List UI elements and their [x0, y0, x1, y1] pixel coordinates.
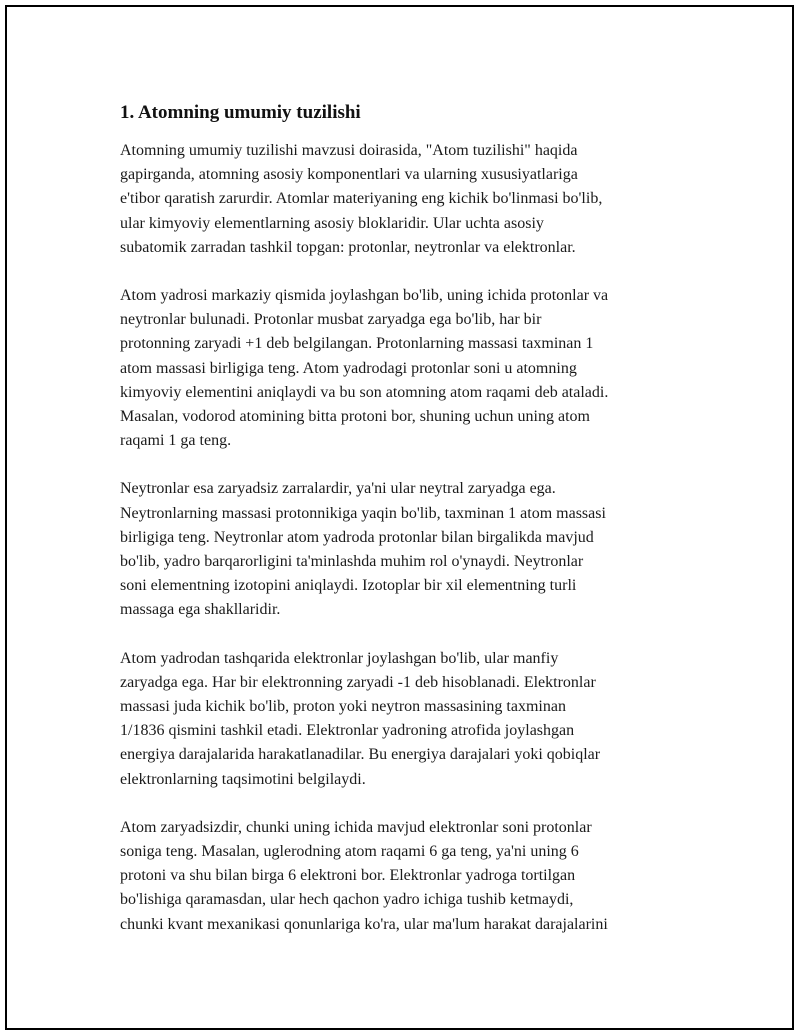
text-line: raqami 1 ga teng. — [120, 432, 232, 450]
text-line: ular kimyoviy elementlarning asosiy bloklaridir. Ular uchta asosiy — [120, 214, 544, 232]
text-line: protoni va shu bilan birga 6 elektroni bor. Elektronlar yadroga tortilgan — [120, 867, 576, 885]
paragraph-2 — [120, 284, 700, 453]
text-line: chunki kvant mexanikasi qonunlariga ko'ra, ular ma'lum harakat darajalarini — [120, 915, 608, 933]
paragraph-1 — [120, 139, 700, 260]
paragraph-3 — [120, 477, 700, 622]
text-line: Atomning umumiy tuzilishi mavzusi doirasida, "Atom tuzilishi" haqida — [120, 142, 578, 159]
text-line: Atom yadrodan tashqarida elektronlar joylashgan bo'lib, ular manfiy — [120, 649, 559, 667]
text-line: Neytronlarning massasi protonnikiga yaqin bo'lib, taxminan 1 atom massasi — [120, 504, 606, 522]
text-line: massaga ega shakllaridir. — [120, 601, 281, 619]
text-line: bo'lishiga qaramasdan, ular hech qachon yadro ichiga tushib ketmaydi, — [120, 891, 574, 909]
text-line: e'tibor qaratish zarurdir. Atomlar materiyaning eng kichik bo'linmasi bo'lib, — [120, 190, 603, 208]
text-line: gapirganda, atomning asosiy komponentlari va ularning xususiyatlariga — [120, 166, 578, 184]
document-body — [120, 99, 700, 961]
text-line: protonning zaryadi +1 deb belgilangan. Protonlarning massasi taxminan 1 — [120, 335, 594, 353]
section-heading: 1. Atomning umumiy tuzilishi — [120, 102, 361, 123]
text-line: birligiga teng. Neytronlar atom yadroda protonlar bilan birgalikda mavjud — [120, 528, 594, 546]
text-line: kimyoviy elementini aniqlaydi va bu son atomning atom raqami deb ataladi. — [120, 383, 609, 401]
text-line: energiya darajalarida harakatlanadilar. Bu energiya darajalari yoki qobiqlar — [120, 746, 601, 764]
text-line: Masalan, vodorod atomining bitta protoni bor, shuning uchun uning atom — [120, 408, 590, 426]
page-frame — [5, 5, 794, 1030]
text-line: neytronlar bulunadi. Protonlar musbat zaryadga ega bo'lib, har bir — [120, 311, 542, 329]
text-line: soniga teng. Masalan, uglerodning atom raqami 6 ga teng, ya'ni uning 6 — [120, 843, 579, 861]
text-line: Atom yadrosi markaziy qismida joylashgan bo'lib, uning ichida protonlar va — [120, 287, 609, 305]
text-line: 1/1836 qismini tashkil etadi. Elektronlar yadroning atrofida joylashgan — [120, 722, 575, 740]
text-line: soni elementning izotopini aniqlaydi. Izotoplar bir xil elementning turli — [120, 577, 577, 595]
text-line: atom massasi birligiga teng. Atom yadrodagi protonlar soni u atomning — [120, 359, 577, 377]
text-line: subatomik zarradan tashkil topgan: protonlar, neytronlar va elektronlar. — [120, 238, 576, 256]
paragraph-4 — [120, 647, 700, 792]
text-line: zaryadga ega. Har bir elektronning zaryadi -1 deb hisoblanadi. Elektronlar — [120, 673, 596, 691]
paragraph-5 — [120, 816, 700, 937]
text-line: massasi juda kichik bo'lib, proton yoki neytron massasining taxminan — [120, 698, 566, 716]
text-line: Neytronlar esa zaryadsiz zarralardir, ya'ni ular neytral zaryadga ega. — [120, 480, 556, 498]
text-line: elektronlarning taqsimotini belgilaydi. — [120, 770, 366, 788]
text-line: bo'lib, yadro barqarorligini ta'minlashda muhim rol o'ynaydi. Neytronlar — [120, 553, 584, 571]
text-line: Atom zaryadsizdir, chunki uning ichida mavjud elektronlar soni protonlar — [120, 818, 592, 836]
